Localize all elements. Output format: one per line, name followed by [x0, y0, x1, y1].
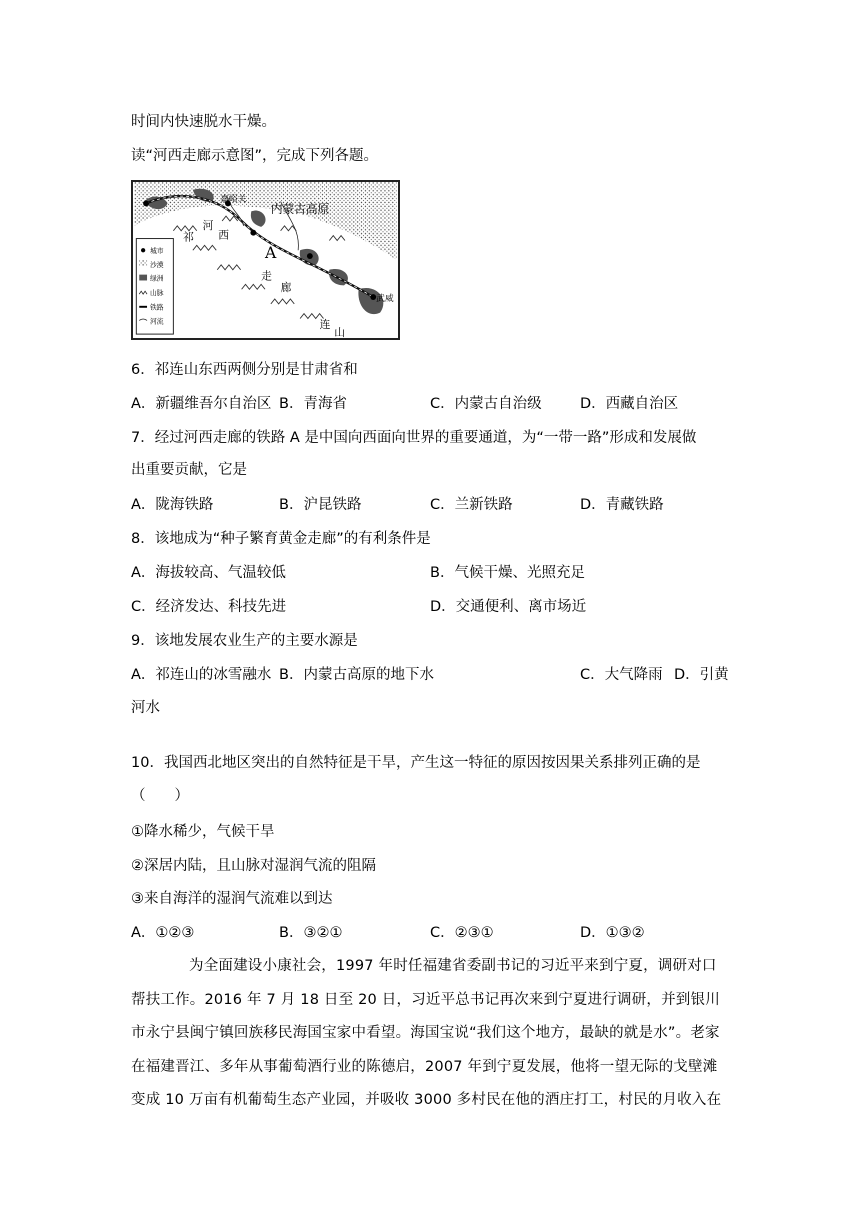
- map-legend: [136, 239, 173, 335]
- q10-item-3: ③来自海洋的湿润气流难以到达: [131, 891, 333, 907]
- city-marker: [143, 201, 149, 207]
- q8-option-a: A．海拔较高、气温较低: [131, 565, 286, 581]
- label-wuwei: 武威: [376, 293, 394, 304]
- q10-option-a: A．①②③: [131, 925, 195, 941]
- label-corridor-char: 廊: [280, 281, 292, 295]
- label-corridor-char: 河: [202, 218, 214, 232]
- legend-river: 河流: [149, 317, 164, 326]
- q9-option-d-wrap: 河水: [131, 700, 160, 716]
- reading-passage: 为全面建设小康社会，1997 年时任福建省委副书记的习近平来到宁夏，调研对口帮扶工作。2016 年 7 月 18 日至 20 日，习近平总书记再次来到宁夏进行调研，并到银川市永宁县闽宁镇回族移民海国宝家中看望。海国宝说“我们这个地方，最缺的就是水”。老家在福建晋江、多年从事葡萄酒行业的陈德启，2007 年到宁夏发展，他将一望无际的戈壁滩变成 10 万亩有机葡萄生态产业园，并吸收 3000 多村民在他的酒庄打工，村民的月收入在: [131, 958, 722, 1108]
- oasis-area: [251, 211, 266, 227]
- q9-option-b: B．内蒙古高原的地下水: [279, 667, 434, 683]
- question-7-stem-line-2: 出重要贡献，它是: [131, 462, 247, 478]
- q6-option-c: C．内蒙古自治级: [430, 396, 542, 412]
- question-8-stem: 8．该地成为“种子繁育黄金走廊”的有利条件是: [131, 531, 431, 547]
- label-region: 内蒙古高原: [270, 202, 330, 217]
- city-marker: [250, 230, 256, 236]
- label-railway-a: A: [265, 244, 277, 263]
- q7-option-c: C．兰新铁路: [430, 497, 513, 513]
- q10-option-c: C．②③①: [430, 925, 494, 941]
- legend-mountain: 山脉: [149, 289, 164, 298]
- q8-option-b: B．气候干燥、光照充足: [430, 565, 585, 581]
- question-10-stem: 10．我国西北地区突出的自然特征是干旱，产生这一特征的原因按因果关系排列正确的是: [131, 755, 701, 771]
- q10-item-1: ①降水稀少，气候干旱: [131, 824, 275, 840]
- q10-item-2: ②深居内陆，且山脉对湿润气流的阻隔: [131, 858, 376, 874]
- q7-option-d: D．青藏铁路: [580, 497, 664, 513]
- q10-option-d: D．①③②: [580, 925, 645, 941]
- city-marker: [307, 253, 313, 259]
- intro-tail-text: 时间内快速脱水干燥。: [131, 114, 276, 130]
- q10-option-b: B．③②①: [279, 925, 343, 941]
- q8-option-d: D．交通便利、离市场近: [430, 599, 587, 615]
- q9-option-a: A．祁连山的冰雪融水: [131, 667, 272, 683]
- question-9-stem: 9．该地发展农业生产的主要水源是: [131, 633, 358, 649]
- question-10-blank: （ ）: [131, 788, 189, 804]
- label-range-char: 连: [319, 318, 331, 332]
- label-jiayuguan: 嘉峪关: [220, 194, 247, 205]
- label-corridor-char: 西: [218, 228, 229, 242]
- label-range-char: 山: [334, 326, 345, 338]
- q7-option-a: A．陇海铁路: [131, 497, 214, 513]
- q6-option-b: B．青海省: [279, 396, 347, 412]
- label-range-char: 祁: [183, 230, 194, 244]
- q6-option-d: D．西藏自治区: [580, 396, 679, 412]
- q7-option-b: B．沪昆铁路: [279, 497, 362, 513]
- map-instruction: 读“河西走廊示意图”，完成下列各题。: [131, 148, 379, 164]
- q6-option-a: A．新疆维吾尔自治区: [131, 396, 272, 412]
- q9-option-d: D．引黄: [674, 667, 729, 683]
- legend-desert: 沙漠: [149, 260, 164, 269]
- q8-option-c: C．经济发达、科技先进: [131, 599, 287, 615]
- q9-option-c: C．大气降雨: [580, 667, 663, 683]
- legend-railway: 铁路: [149, 303, 164, 312]
- question-7-stem-line-1: 7．经过河西走廊的铁路 A 是中国向西面向世界的重要通道，为“一带一路”形成和发展做: [131, 430, 697, 446]
- hexi-corridor-map: [131, 180, 400, 340]
- legend-oasis: 绿洲: [149, 274, 164, 283]
- question-6-stem: 6．祁连山东西两侧分别是甘肃省和: [131, 362, 358, 378]
- legend-city: 城市: [149, 247, 164, 256]
- label-corridor-char: 走: [261, 269, 272, 283]
